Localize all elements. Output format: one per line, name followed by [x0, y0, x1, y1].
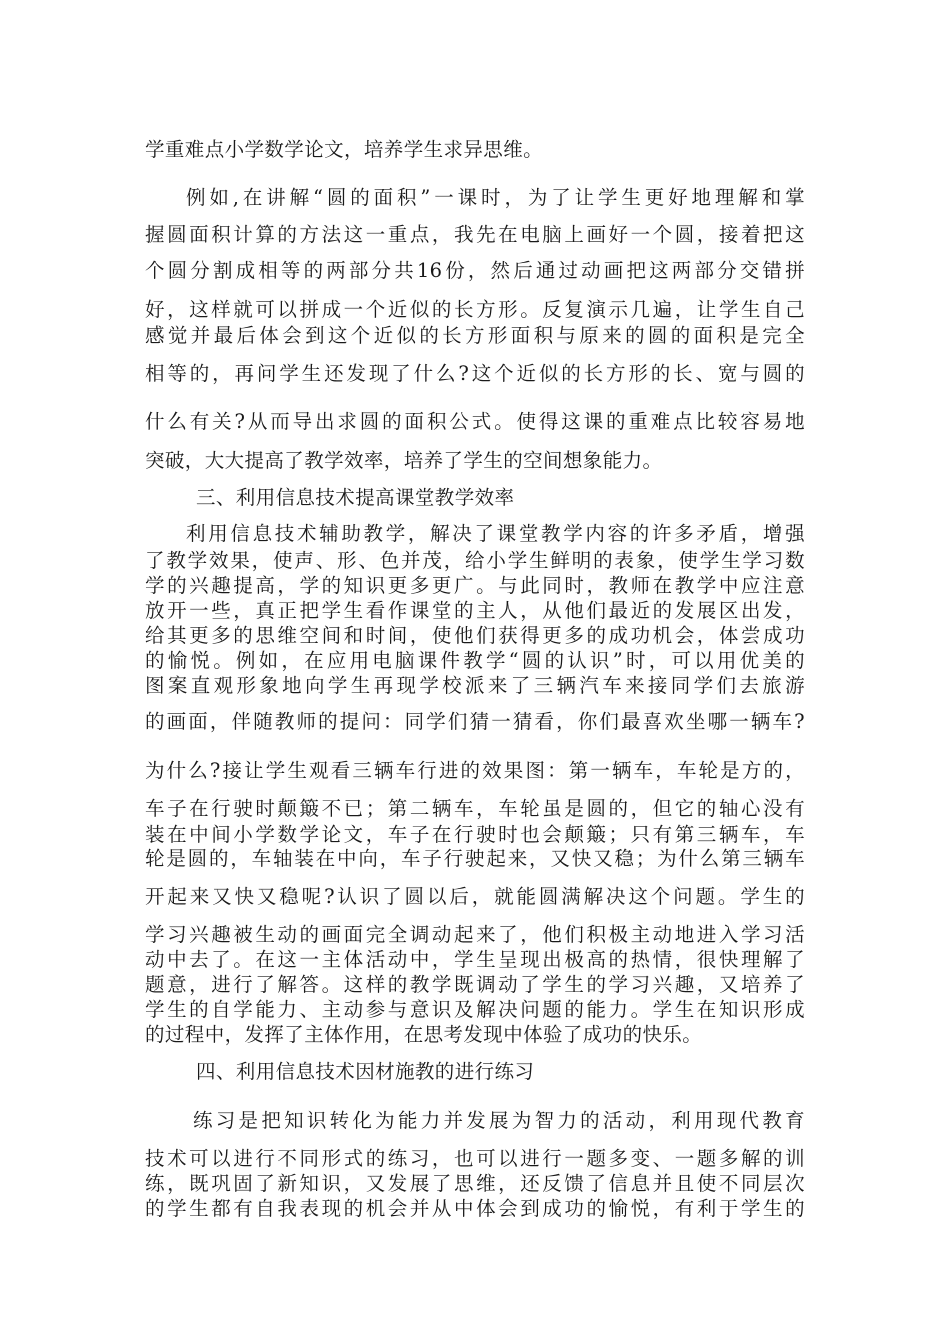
paragraph-line: 感觉并最后体会到这个近似的长方形面积与原来的圆的面积是完全 — [145, 324, 805, 347]
paragraph-line: 的过程中，发挥了主体作用，在思考发现中体验了成功的快乐。 — [145, 1023, 703, 1046]
paragraph-line: 练习是把知识转化为能力并发展为智力的活动，利用现代教育 — [193, 1109, 805, 1132]
paragraph-line: 动中去了。在这一主体活动中，学生呈现出极高的热情，很快理解了 — [145, 948, 805, 971]
paragraph-line: 学生的自学能力、主动参与意识及解决问题的能力。学生在知识形成 — [145, 998, 805, 1021]
section-heading: 三、利用信息技术提高课堂教学效率 — [196, 486, 515, 509]
paragraph-line: 为什么?接让学生观看三辆车行进的效果图：第一辆车，车轮是方的， — [145, 759, 805, 782]
paragraph-line: 图案直观形象地向学生再现学校派来了三辆汽车来接同学们去旅游 — [145, 674, 805, 697]
paragraph-line: 例如,在讲解“圆的面积”一课时，为了让学生更好地理解和掌 — [186, 186, 805, 209]
section-heading: 四、利用信息技术因材施教的进行练习 — [196, 1060, 535, 1083]
paragraph-line: 了教学效果，使声、形、色并茂，给小学生鲜明的表象，使学生学习数 — [145, 549, 805, 572]
paragraph-line: 学重难点小学数学论文，培养学生求异思维。 — [145, 138, 544, 161]
paragraph-line: 轮是圆的，车轴装在中向，车子行驶起来，又快又稳；为什么第三辆车 — [145, 847, 805, 870]
paragraph-line: 学习兴趣被生动的画面完全调动起来了，他们积极主动地进入学习活 — [145, 923, 805, 946]
paragraph-line: 题意，进行了解答。这样的教学既调动了学生的学习兴趣，又培养了 — [145, 973, 805, 996]
paragraph-line: 什么有关?从而导出求圆的面积公式。使得这课的重难点比较容易地 — [145, 410, 805, 433]
paragraph-line: 握圆面积计算的方法这一重点，我先在电脑上画好一个圆，接着把这 — [145, 223, 805, 246]
paragraph-line: 学的兴趣提高，学的知识更多更广。与此同时，教师在教学中应注意 — [145, 574, 805, 597]
paragraph-line: 利用信息技术辅助教学，解决了课堂教学内容的许多矛盾，增强 — [186, 522, 805, 545]
paragraph-line: 车子在行驶时颠簸不已；第二辆车，车轮虽是圆的，但它的轴心没有 — [145, 797, 805, 820]
paragraph-line: 给其更多的思维空间和时间，使他们获得更多的成功机会，体尝成功 — [145, 624, 805, 647]
paragraph-line: 开起来又快又稳呢?认识了圆以后，就能圆满解决这个问题。学生的 — [145, 885, 805, 908]
paragraph-line: 的画面，伴随教师的提问：同学们猜一猜看，你们最喜欢坐哪一辆车? — [145, 710, 805, 733]
paragraph-line: 突破，大大提高了教学效率，培养了学生的空间想象能力。 — [145, 449, 663, 472]
paragraph-line: 的学生都有自我表现的机会并从中体会到成功的愉悦，有利于学生的 — [145, 1197, 805, 1220]
paragraph-line: 的愉悦。例如，在应用电脑课件教学“圆的认识”时，可以用优美的 — [145, 649, 805, 672]
paragraph-line: 装在中间小学数学论文，车子在行驶时也会颠簸；只有第三辆车，车 — [145, 823, 805, 846]
paragraph-line: 技术可以进行不同形式的练习，也可以进行一题多变、一题多解的训 — [145, 1147, 805, 1170]
paragraph-line: 放开一些，真正把学生看作课堂的主人，从他们最近的发展区出发， — [145, 599, 805, 622]
paragraph-line: 个圆分割成相等的两部分共16份，然后通过动画把这两部分交错拼 — [145, 259, 805, 282]
paragraph-line: 练，既巩固了新知识，又发展了思维，还反馈了信息并且使不同层次 — [145, 1172, 805, 1195]
paragraph-line: 相等的，再问学生还发现了什么?这个近似的长方形的长、宽与圆的 — [145, 362, 805, 385]
paragraph-line: 好，这样就可以拼成一个近似的长方形。反复演示几遍，让学生自己 — [145, 298, 805, 321]
